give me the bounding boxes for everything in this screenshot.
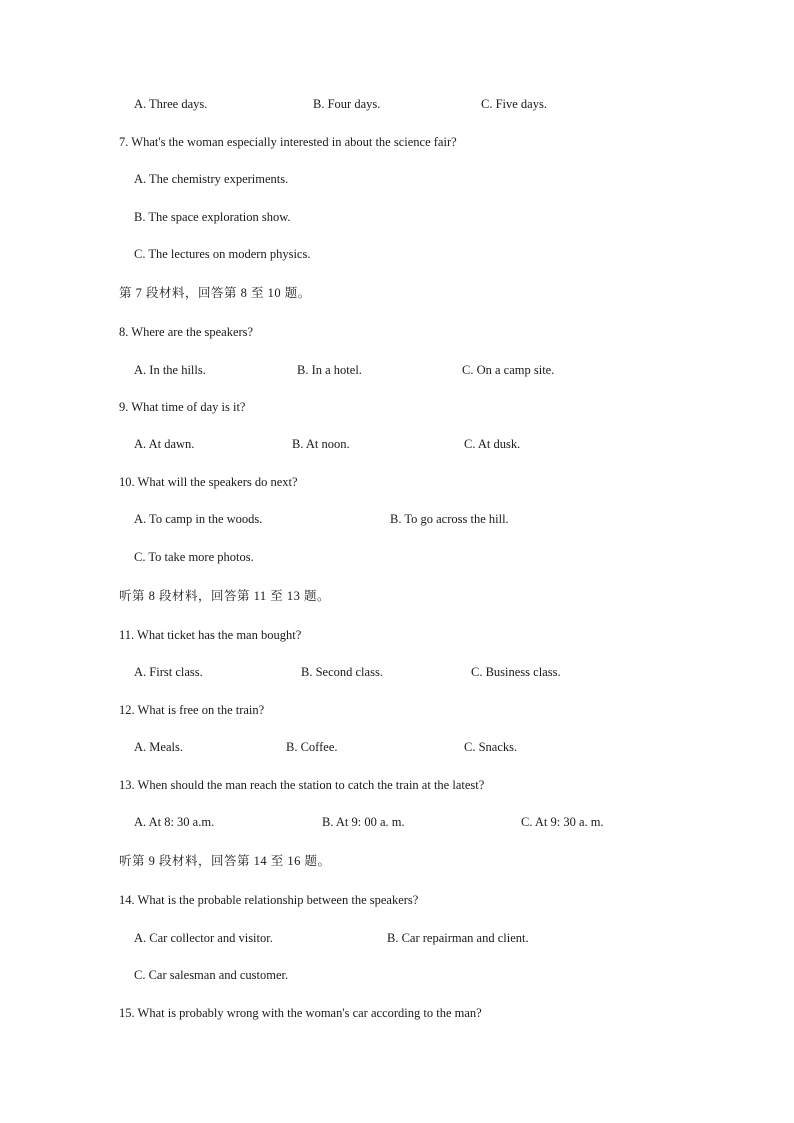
q15-question: 15. What is probably wrong with the woman's car according to the man?: [119, 1006, 482, 1020]
q14-option-c: C. Car salesman and customer.: [134, 968, 289, 982]
q7-option-c: C. The lectures on modern physics.: [134, 247, 311, 261]
q10-question: 10. What will the speakers do next?: [119, 475, 298, 489]
q14-question: 14. What is the probable relationship between the speakers?: [119, 893, 419, 907]
q13-option-b: B. At 9: 00 a. m.: [322, 815, 405, 829]
q11-option-a: A. First class.: [134, 665, 203, 679]
q6-option-b: B. Four days.: [313, 97, 381, 111]
q8-question: 8. Where are the speakers?: [119, 325, 254, 339]
q9-question: 9. What time of day is it?: [119, 400, 246, 414]
q12-option-c: C. Snacks.: [464, 740, 518, 754]
q13-question: 13. When should the man reach the station to catch the train at the latest?: [119, 778, 485, 792]
q12-option-b: B. Coffee.: [286, 740, 338, 754]
q6-option-a: A. Three days.: [134, 97, 208, 111]
q12-question: 12. What is free on the train?: [119, 703, 265, 717]
q6-option-c: C. Five days.: [481, 97, 547, 111]
q10-option-a: A. To camp in the woods.: [134, 512, 263, 526]
q8-option-b: B. In a hotel.: [297, 363, 362, 377]
q13-option-c: C. At 9: 30 a. m.: [521, 815, 604, 829]
q11-question: 11. What ticket has the man bought?: [119, 628, 302, 642]
section-heading-8: 听第 8 段材料，回答第 11 至 13 题。: [119, 589, 331, 603]
q14-option-b: B. Car repairman and client.: [387, 931, 529, 945]
q10-option-c: C. To take more photos.: [134, 550, 254, 564]
q11-option-b: B. Second class.: [301, 665, 383, 679]
q7-option-b: B. The space exploration show.: [134, 210, 291, 224]
q8-option-a: A. In the hills.: [134, 363, 206, 377]
section-heading-9: 听第 9 段材料，回答第 14 至 16 题。: [119, 854, 331, 868]
q11-option-c: C. Business class.: [471, 665, 561, 679]
q9-option-a: A. At dawn.: [134, 437, 195, 451]
q9-option-b: B. At noon.: [292, 437, 350, 451]
q9-option-c: C. At dusk.: [464, 437, 521, 451]
q10-option-b: B. To go across the hill.: [390, 512, 509, 526]
q7-option-a: A. The chemistry experiments.: [134, 172, 289, 186]
q13-option-a: A. At 8: 30 a.m.: [134, 815, 215, 829]
q14-option-a: A. Car collector and visitor.: [134, 931, 273, 945]
q12-option-a: A. Meals.: [134, 740, 183, 754]
q7-question: 7. What's the woman especially interested in about the science fair?: [119, 135, 457, 149]
q8-option-c: C. On a camp site.: [462, 363, 555, 377]
section-heading-7: 第 7 段材料，回答第 8 至 10 题。: [119, 286, 311, 300]
